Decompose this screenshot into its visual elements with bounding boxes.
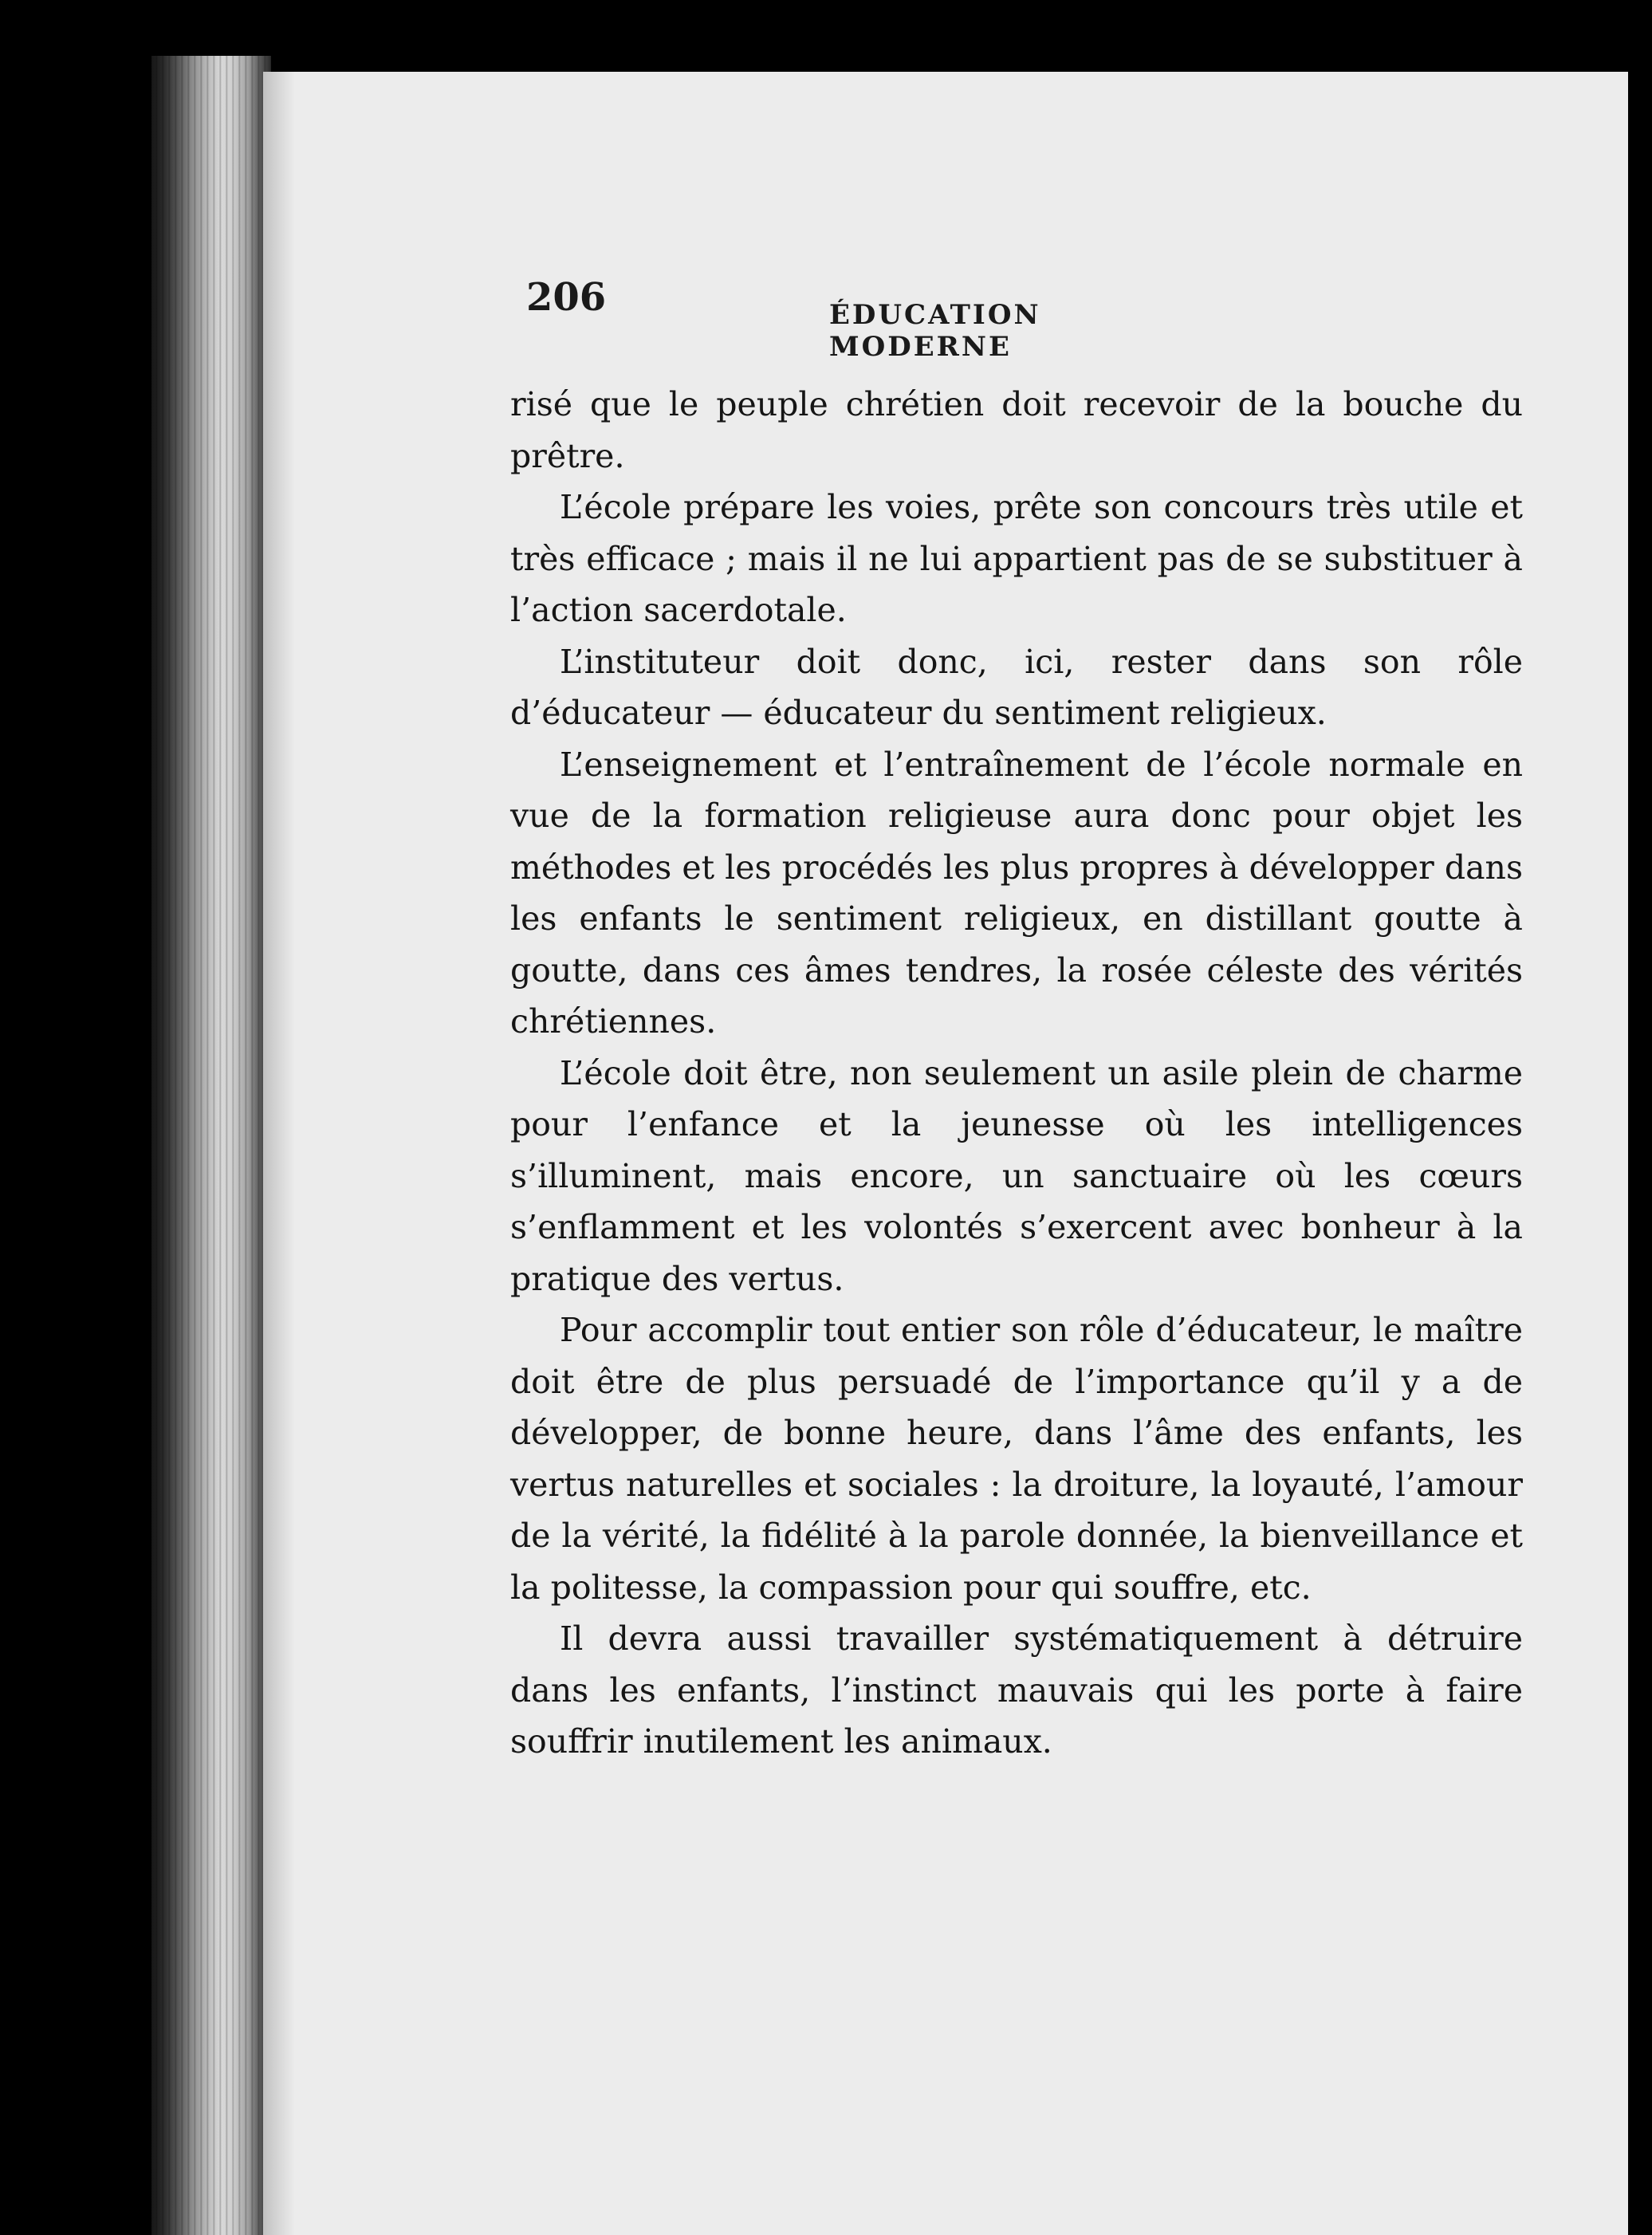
paragraph-continuation: risé que le peuple chrétien doit recevoir de la bouche du prêtre. bbox=[510, 385, 1523, 475]
running-title: ÉDUCATION MODERNE bbox=[829, 299, 1041, 363]
body-text bbox=[510, 379, 1523, 1768]
page-gutter-shadow bbox=[263, 72, 295, 2235]
spine-texture bbox=[151, 56, 271, 2235]
paragraph: L’école prépare les voies, prête son concours très utile et très efficace ; mais il ne lui appartient pas de se substituer à l’action sacerdotale. bbox=[510, 488, 1523, 629]
paragraph: L’enseignement et l’entraînement de l’école normale en vue de la formation religieuse aura donc pour objet les méthodes et les procédés les plus propres à développer dans les enfants le sentiment religieux, en distillant goutte à goutte, dans ces âmes tendres, la rosée céleste des vérités chrétiennes. bbox=[510, 745, 1523, 1041]
paragraph: Il devra aussi travailler systématiquement à détruire dans les enfants, l’instinct mauvais qui les porte à faire souffrir inutilement les animaux. bbox=[510, 1619, 1523, 1761]
page-header bbox=[526, 275, 1228, 363]
page-number: 206 bbox=[526, 275, 607, 320]
paragraph: L’école doit être, non seulement un asile plein de charme pour l’enfance et la jeunesse où les intelligences s’illuminent, mais encore, un sanctuaire où les cœurs s’enflamment et les volontés s’exercent avec bonheur à la pratique des vertus. bbox=[510, 1053, 1523, 1298]
paragraph: L’instituteur doit donc, ici, rester dans son rôle d’éducateur — éducateur du sentiment religieux. bbox=[510, 642, 1523, 732]
paragraph: Pour accomplir tout entier son rôle d’éducateur, le maître doit être de plus persuadé de l’importance qu’il y a de développer, de bonne heure, dans l’âme des enfants, les vertus naturelles et sociales : la droiture, la loyauté, l’amour de la vérité, la fidélité à la parole donnée, la bienveillance et la politesse, la compassion pour qui souffre, etc. bbox=[510, 1311, 1523, 1607]
